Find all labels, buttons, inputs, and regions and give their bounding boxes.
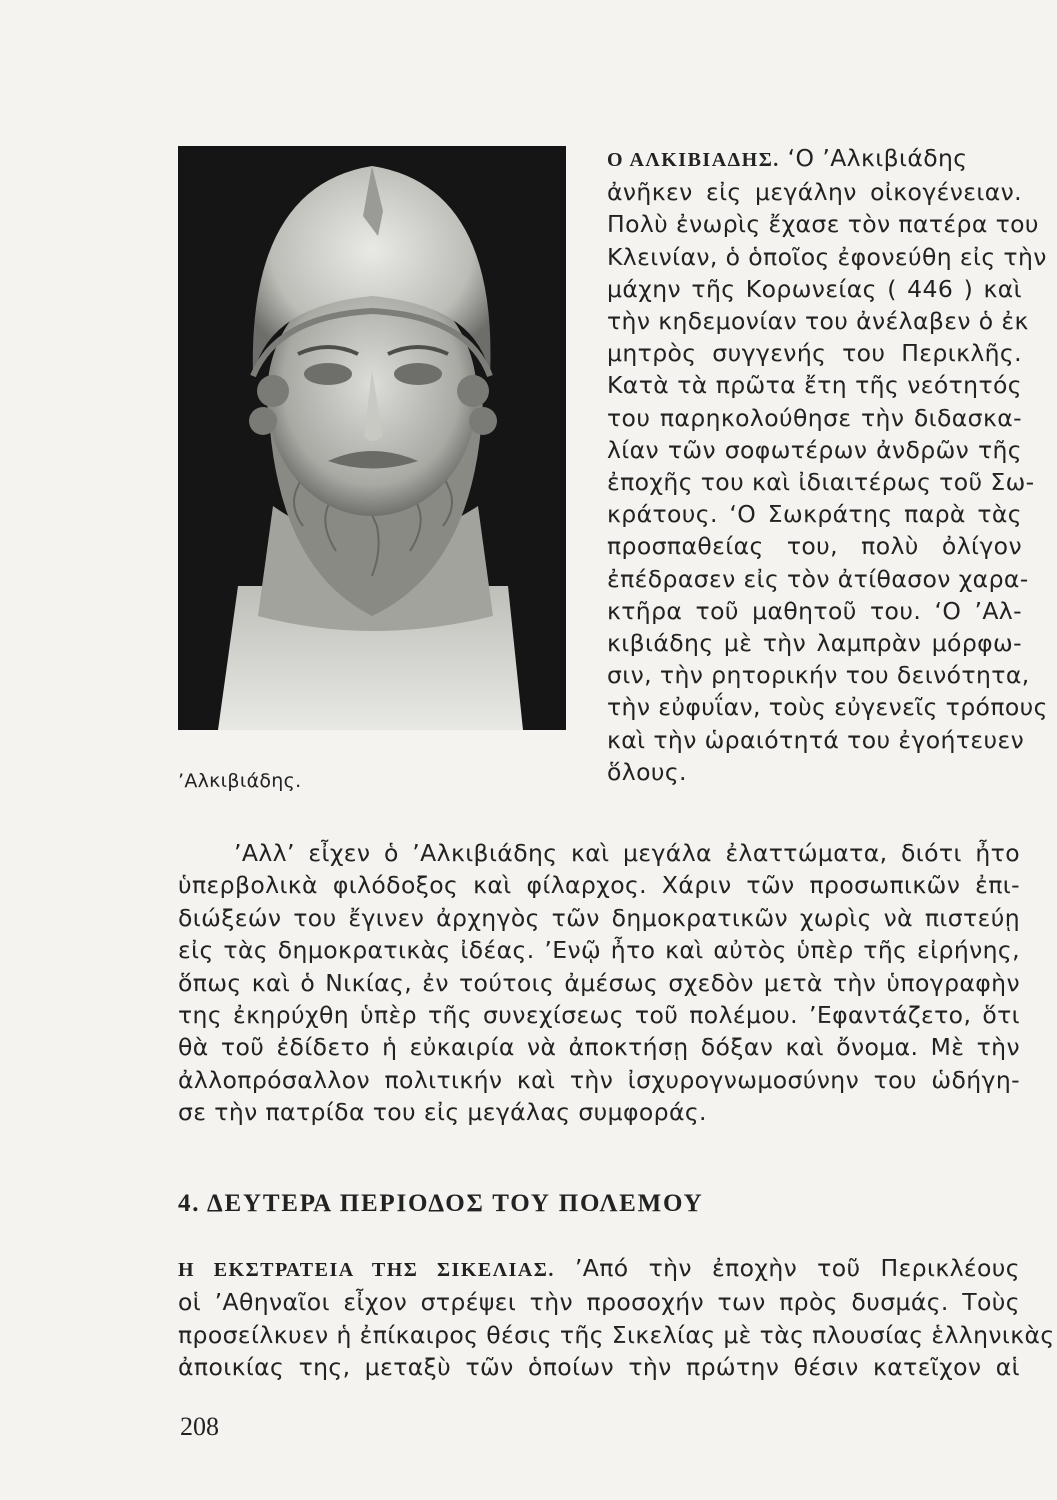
paragraph-line: θὰ τοῦ ἐδίδετο ἡ εὐκαιρία νὰ ἀποκτήσῃ δόξαν καὶ ὄνομα. Μὲ τὴν xyxy=(178,1033,1020,1062)
column-line: τὴν κηδεμονίαν του ἀνέλαβεν ὁ ἐκ xyxy=(607,307,1029,336)
paragraph-line: οἱ ’Αθηναῖοι εἶχον στρέψει τὴν προσοχήν των πρὸς δυσμάς. Τοὺς xyxy=(178,1288,1020,1317)
column-line: ἐπέδρασεν εἰς τὸν ἀτίθασον χαρα- xyxy=(607,564,1029,593)
paragraph-line: ὅπως καὶ ὁ Νικίας, ἐν τούτοις ἀμέσως σχεδὸν μετὰ τὴν ὑπογραφὴν xyxy=(178,968,1020,997)
column-line: κτῆρα τοῦ μαθητοῦ του. ‘Ο ’Αλ- xyxy=(607,596,1022,625)
page-number: 208 xyxy=(180,1412,219,1441)
column-line: κράτους. ‘Ο Σωκράτης παρὰ τὰς xyxy=(607,500,1022,529)
column-line: μητρὸς συγγενής του Περικλῆς. xyxy=(607,339,1022,368)
column-line: Κλεινίαν, ὁ ὁποῖος ἐφονεύθη εἰς τὴν xyxy=(607,242,1047,271)
section-inline-heading: Ο ΑΛΚΙΒΙΑΔΗΣ. xyxy=(607,149,780,171)
section-title: 4. ΔΕΥΤΕΡΑ ΠΕΡΙΟΔΟΣ ΤΟΥ ΠΟΛΕΜΟΥ xyxy=(178,1190,704,1217)
column-line: Πολὺ ἐνωρὶς ἔχασε τὸν πατέρα του xyxy=(607,210,1039,239)
column-line: ἀνῆκεν εἰς μεγάλην οἰκογένειαν. xyxy=(607,178,1022,207)
column-line: Κατὰ τὰ πρῶτα ἔτη τῆς νεότητός xyxy=(607,371,1022,400)
bust-image xyxy=(178,146,566,730)
side-column-text xyxy=(607,142,1048,788)
column-line: προσπαθείας του, πολὺ ὀλίγον xyxy=(607,532,1022,561)
paragraph-line: εἰς τὰς δημοκρατικὰς ἰδέας. ’Ενῷ ἦτο καὶ αὐτὸς ὑπὲρ τῆς εἰρήνης, xyxy=(178,936,1020,965)
paragraph-sicily-expedition xyxy=(178,1252,1055,1384)
paragraph-line: προσείλκυεν ἡ ἐπίκαιρος θέσις τῆς Σικελίας μὲ τὰς πλουσίας ἑλληνικὰς xyxy=(178,1320,1055,1349)
column-line: σιν, τὴν ρητορικήν του δεινότητα, xyxy=(607,661,1030,690)
column-line: ὅλους. xyxy=(607,757,687,786)
column-line: λίαν τῶν σοφωτέρων ἀνδρῶν τῆς xyxy=(607,435,1022,464)
column-line: μάχην τῆς Κορωνείας ( 446 ) καὶ xyxy=(607,274,1022,303)
paragraph-line: σε τὴν πατρίδα του εἰς μεγάλας συμφοράς. xyxy=(178,1098,707,1127)
column-line: καὶ τὴν ὡραιότητά του ἐγοήτευεν xyxy=(607,725,1025,754)
paragraph-line: Η ΕΚΣΤΡΑΤΕΙΑ ΤΗΣ ΣΙΚΕΛΙΑΣ. ’Από τὴν ἐποχὴν τοῦ Περικλέους xyxy=(178,1254,1020,1282)
figure-caption: ’Αλκιβιάδης. xyxy=(178,770,302,792)
column-line: τὴν εὐφυΐαν, τοὺς εὐγενεῖς τρόπους xyxy=(607,693,1048,722)
paragraph-line: ἀλλοπρόσαλλον πολιτικήν καὶ τὴν ἰσχυρογνωμοσύνην του ὡδήγη- xyxy=(178,1065,1020,1094)
column-line: Ο ΑΛΚΙΒΙΑΔΗΣ. ‘Ο ’Αλκιβιάδης xyxy=(607,144,968,172)
column-line: ἐποχῆς του καὶ ἰδιαιτέρως τοῦ Σω- xyxy=(607,468,1035,497)
paragraph-line: ὑπερβολικὰ φιλόδοξος καὶ φίλαρχος. Χάριν τῶν προσωπικῶν ἐπι- xyxy=(178,871,1020,900)
column-line: του παρηκολούθησε τὴν διδασκα- xyxy=(607,403,1022,432)
column-line: κιβιάδης μὲ τὴν λαμπρὰν μόρφω- xyxy=(607,629,1022,658)
paragraph-flaws xyxy=(178,837,1020,1129)
paragraph-line: ’Αλλ’ εἶχεν ὁ ’Αλκιβιάδης καὶ μεγάλα ἐλαττώματα, διότι ἦτο xyxy=(234,839,1020,867)
paragraph-line: ἀποικίας της, μεταξὺ τῶν ὁποίων τὴν πρώτην θέσιν κατεῖχον αἱ xyxy=(178,1353,1020,1382)
section-inline-heading: Η ΕΚΣΤΡΑΤΕΙΑ ΤΗΣ ΣΙΚΕΛΙΑΣ. xyxy=(178,1259,555,1281)
paragraph-line: διώξεών του ἔγινεν ἀρχηγὸς τῶν δημοκρατικῶν χωρὶς νὰ πιστεύῃ xyxy=(178,903,1020,932)
alcibiades-bust-photo xyxy=(178,146,566,730)
paragraph-line: της ἐκηρύχθη ὑπὲρ τῆς συνεχίσεως τοῦ πολέμου. ’Εφαντάζετο, ὅτι xyxy=(178,1001,1020,1030)
